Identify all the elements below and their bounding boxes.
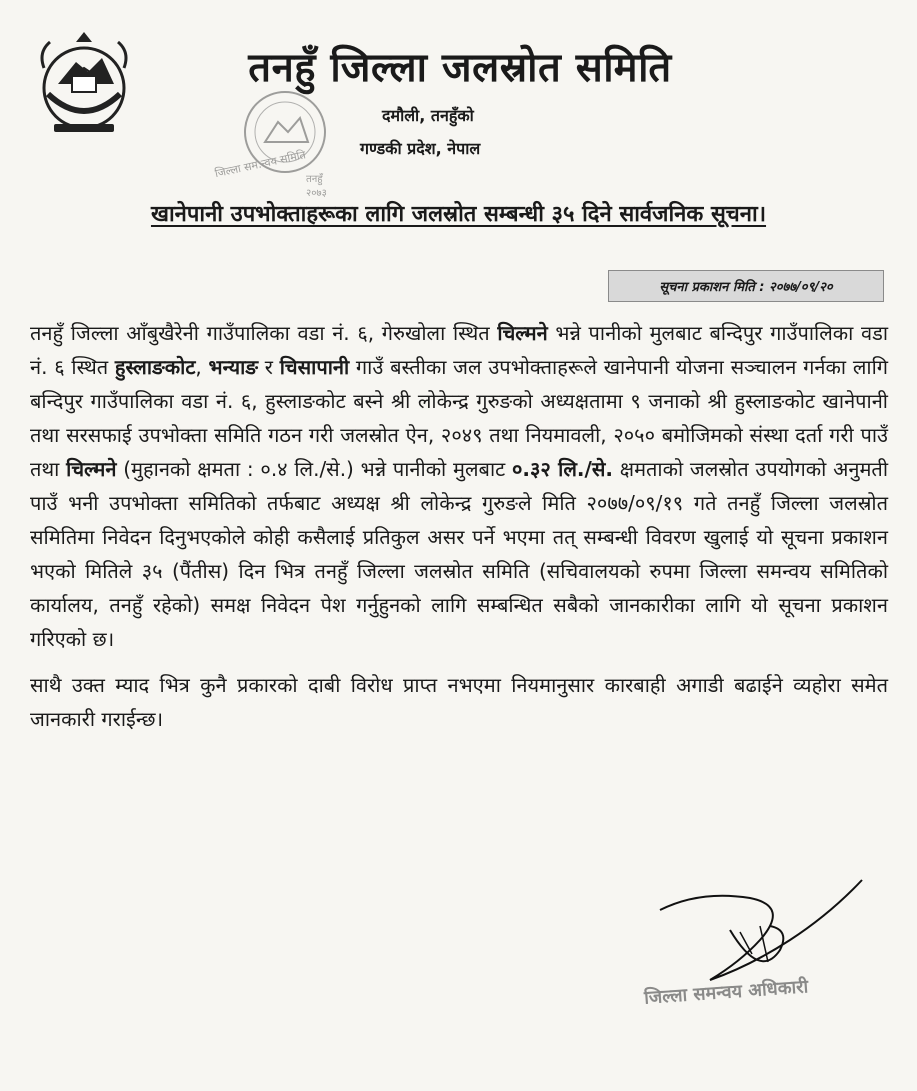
stamp-text-3: २०७३ <box>306 188 327 199</box>
emphasized-text: भन्याङ <box>208 355 259 379</box>
nepal-emblem-icon <box>28 28 140 140</box>
publication-date: सूचना प्रकाशन मिति : २०७७/०९/२० <box>659 280 833 295</box>
emphasized-text: चिल्मने <box>497 321 548 345</box>
stamp-text-2: तनहुँ <box>306 174 323 185</box>
address-line-2: गण्डकी प्रदेश, नेपाल <box>360 139 481 158</box>
stamp-text-1: जिल्ला सम.न्वय समिति <box>213 148 307 181</box>
emphasized-text: हुस्लाङकोट <box>114 355 196 379</box>
paragraph-text: गाउँ बस्तीका जल उपभोक्ताहरूले खानेपानी योजना सञ्चालन गर्नका लागि बन्दिपुर गाउँपालिका वडा नं. ६, हुस्लाङकोट बस्ने श्री लोकेन्द्र गुरुङको अध्यक्षतामा ९ जनाको श्री हुस्लाङकोट खानेपानी तथा सरसफाई उपभोक्ता समिति गठन गरी जलस्रोत ऐन, २०४९ तथा नियमावली, २०५० बमोजिमको संस्था दर्ता गरी पाउँ तथा <box>30 355 889 481</box>
emphasized-text: ०.३२ लि./से. <box>512 457 613 481</box>
emphasized-text: चिसापानी <box>279 355 350 379</box>
notice-paragraph-2: साथै उक्त म्याद भित्र कुनै प्रकारको दाबी विरोध प्राप्त नभएमा नियमानुसार कारबाही अगाडी बढाईने व्यहोरा समेत जानकारी गराईन्छ। <box>30 673 888 731</box>
paragraph-text: , <box>195 355 209 379</box>
office-stamp-icon <box>210 84 360 204</box>
paragraph-text: (मुहानको क्षमता : ०.४ लि./से.) भन्ने पानीको मुलबाट <box>116 457 512 481</box>
paragraph-text: तनहुँ जिल्ला आँबुखैरेनी गाउँपालिका वडा नं. ६, गेरुखोला स्थित <box>30 321 498 345</box>
paragraph-text: क्षमताको जलस्रोत उपयोगको अनुमती पाउँ भनी उपभोक्ता समितिको तर्फबाट अध्यक्ष श्री लोकेन्द्र गुरुङले मिति २०७७/०९/१९ गते तनहुँ जिल्ला जलस्रोत समितिमा निवेदन दिनुभएकोले कोही कसैलाई प्रतिकुल असर पर्ने भएमा तत् सम्बन्धी विवरण खुलाई यो सूचना प्रकाशन भएको मितिले ३५ (पैंतीस) दिन भित्र तनहुँ जिल्ला जलस्रोत समिति (सचिवालयको रुपमा जिल्ला समन्वय समितिको कार्यालय, तनहुँ रहेको) समक्ष निवेदन पेश गर्नुहुनको लागि सम्बन्धित सबैको जानकारीका लागि यो सूचना प्रकाशन गरिएको छ। <box>30 457 889 651</box>
paragraph-text: र <box>258 355 280 379</box>
notice-heading-text: खानेपानी उपभोक्ताहरूका लागि जलस्रोत सम्बन्धी ३५ दिने सार्वजनिक सूचना। <box>150 202 767 227</box>
page-title: तनहुँ जिल्ला जलस्रोत समिति <box>248 45 672 91</box>
notice-body <box>30 316 888 748</box>
notice-heading <box>0 198 917 228</box>
address-line-1: दमौली, तनहुँको <box>382 106 474 125</box>
publication-date-box <box>608 270 884 302</box>
paragraph-text: भन्ने पानीको मुलबाट बन्दिपुर गाउँपालिका वडा नं. ६ स्थित <box>30 321 888 379</box>
signature-stamp: जिल्ला समन्वय अधिकारी <box>643 976 809 1009</box>
emphasized-text: चिल्मने <box>66 457 117 481</box>
notice-paragraph-1 <box>30 316 888 656</box>
